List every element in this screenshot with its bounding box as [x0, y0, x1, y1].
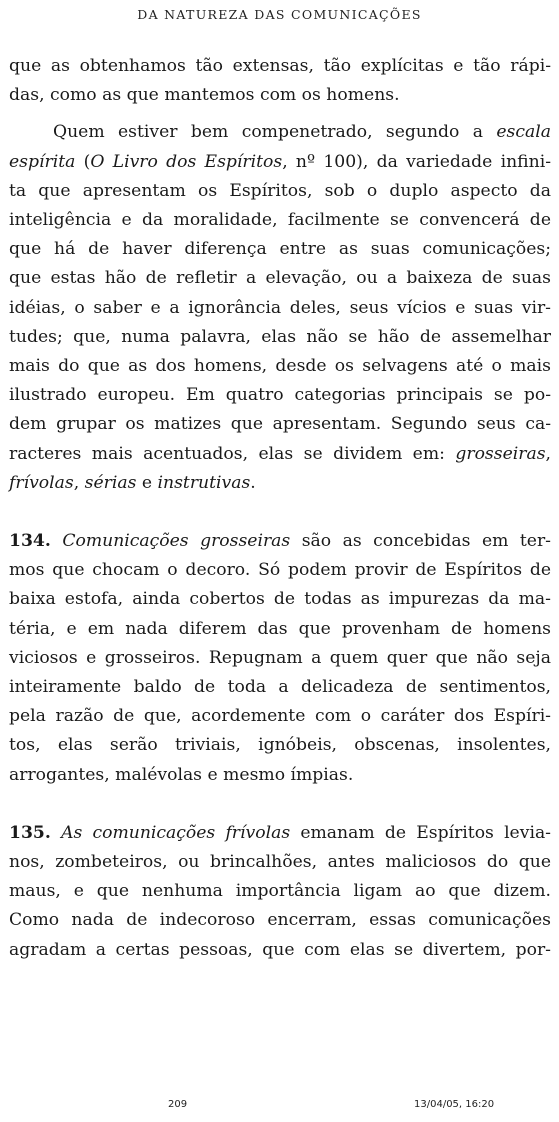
page-number: 209 — [168, 1099, 188, 1110]
text-line: espírita (O Livro dos Espíritos, nº 100), da variedade infini- — [9, 151, 551, 172]
section-number: 134. — [9, 531, 51, 552]
page-body — [9, 52, 551, 965]
text-line: viciosos e grosseiros. Repugnam a quem quer que não seja — [9, 647, 551, 668]
text-line: 135. As comunicações frívolas emanam de Espíritos levia- — [9, 822, 551, 843]
text-line: ilustrado europeu. Em quatro categorias principais se po- — [9, 385, 551, 406]
text-line: que estas hão de refletir a elevação, ou a baixeza de suas — [9, 268, 551, 289]
text-line: das, como as que mantemos com os homens. — [9, 85, 400, 106]
text-line: baixa estofa, ainda cobertos de todas as impurezas da ma- — [9, 589, 551, 610]
text-line: maus, e que nenhuma importância ligam ao que dizem. — [9, 881, 551, 902]
text-line: tudes; que, numa palavra, elas não se hão de assemelhar — [9, 326, 551, 347]
text-line: idéias, o saber e a ignorância deles, seus vícios e suas vir- — [9, 297, 551, 318]
text-line: inteiramente baldo de toda a delicadeza de sentimentos, — [9, 677, 551, 698]
text-line: que as obtenhamos tão extensas, tão explícitas e tão rápi- — [9, 56, 551, 76]
text-line: ta que apresentam os Espíritos, sob o duplo aspecto da — [9, 180, 551, 201]
text-line: pela razão de que, acordemente com o caráter dos Espíri- — [9, 706, 551, 727]
paragraph-escala — [9, 118, 551, 498]
running-header: DA NATUREZA DAS COMUNICAÇÕES — [137, 7, 422, 22]
text-line: Como nada de indecoroso encerram, essas comunicações — [9, 910, 551, 931]
section-term: Comunicações grosseiras — [62, 531, 291, 552]
text-line: mais do que as dos homens, desde os selvagens até o mais — [9, 356, 551, 377]
print-timestamp: 13/04/05, 16:20 — [414, 1099, 495, 1110]
text-line: nos, zombeteiros, ou brincalhões, antes maliciosos do que — [9, 852, 551, 873]
text-line: dem grupar os matizes que apresentam. Segundo seus ca- — [9, 414, 551, 435]
section-term: As comunicações frívolas — [61, 822, 291, 843]
text-line: tos, elas serão triviais, ignóbeis, obscenas, insolentes, — [9, 735, 551, 756]
section-gap — [9, 498, 551, 527]
text-line: arrogantes, malévolas e mesmo ímpias. — [9, 764, 354, 785]
section-135 — [9, 819, 551, 965]
text-line: mos que chocam o decoro. Só podem provir de Espíritos de — [9, 560, 551, 581]
section-number: 135. — [9, 822, 51, 843]
section-gap — [9, 790, 551, 819]
text-line: 134. Comunicações grosseiras são as concebidas em ter- — [9, 531, 551, 552]
text-line: inteligência e da moralidade, facilmente se convencerá de — [9, 210, 551, 231]
text-line: agradam a certas pessoas, que com elas se divertem, por- — [9, 939, 551, 960]
text-line: frívolas, sérias e instrutivas. — [9, 472, 256, 493]
text-line: racteres mais acentuados, elas se dividem em: grosseiras, — [9, 443, 551, 464]
text-line: téria, e em nada diferem das que provenham de homens — [9, 618, 551, 639]
text-line: Quem estiver bem compenetrado, segundo a escala — [53, 122, 551, 143]
section-134 — [9, 527, 551, 790]
text-line: que há de haver diferença entre as suas comunicações; — [9, 239, 551, 260]
paragraph-continuation — [9, 52, 551, 110]
